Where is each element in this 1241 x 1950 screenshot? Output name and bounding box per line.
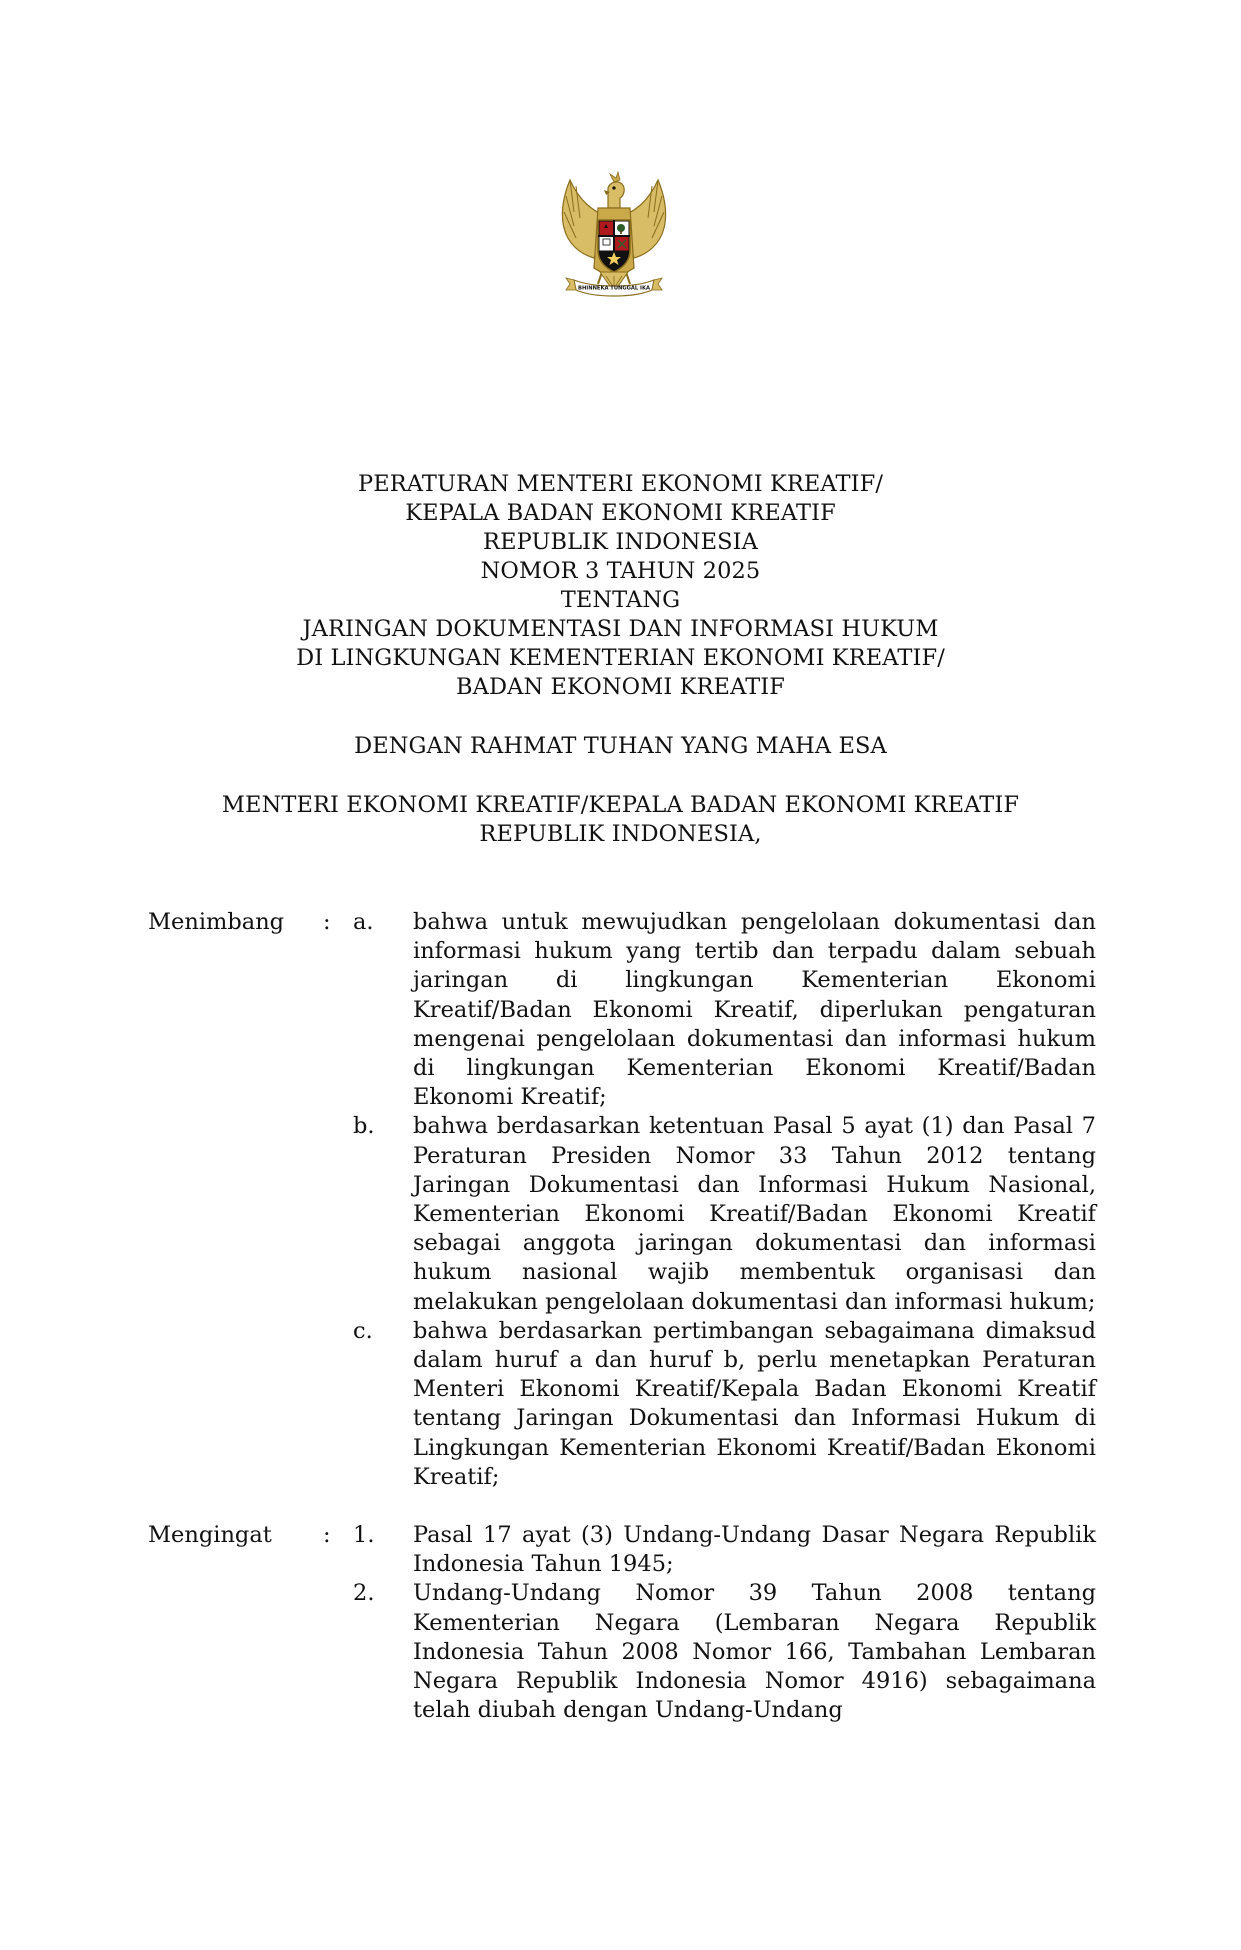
item-text: Undang-Undang Nomor 39 Tahun 2008 tentang Kementerian Negara (Lembaran Negara Republik Indonesia Tahun 2008 Nomor 166, Tambahan Lembaran Negara Republik Indonesia Nomor 4916) sebagaimana telah diubah dengan Undang-Undang: [413, 1580, 1096, 1724]
title-line-2: KEPALA BADAN EKONOMI KREATIF: [405, 500, 836, 526]
regulation-number: NOMOR 3 TAHUN 2025: [480, 558, 761, 584]
item-marker: 1.: [353, 1522, 375, 1549]
menimbang-colon: :: [323, 909, 331, 935]
item-text: Pasal 17 ayat (3) Undang-Undang Dasar Negara Republik Indonesia Tahun 1945;: [413, 1522, 1096, 1578]
menimbang-section: [148, 908, 1096, 1492]
item-marker: 2.: [353, 1580, 375, 1607]
garuda-pancasila-emblem-icon: [540, 168, 688, 316]
authority-line-2: REPUBLIK INDONESIA,: [479, 821, 762, 847]
title-line-1: PERATURAN MENTERI EKONOMI KREATIF/: [357, 471, 884, 497]
subject-line-2: DI LINGKUNGAN KEMENTERIAN EKONOMI KREATIF/: [296, 645, 945, 671]
subject-line-1: JARINGAN DOKUMENTASI DAN INFORMASI HUKUM: [302, 616, 939, 642]
item-text: bahwa berdasarkan ketentuan Pasal 5 ayat (1) dan Pasal 7 Peraturan Presiden Nomor 33 Tahun 2012 tentang Jaringan Dokumentasi dan Informasi Hukum Nasional, Kementerian Ekonomi Kreatif/Badan Ekonomi Kreatif sebagai anggota jaringan dokumentasi dan informasi hukum nasional wajib membentuk organisasi dan melakukan pengelolaan dokumentasi dan informasi hukum;: [413, 1113, 1096, 1315]
menimbang-item-b: [148, 1112, 1096, 1316]
tentang-label: TENTANG: [560, 587, 681, 613]
emblem-motto: BHINNEKA TUNGGAL IKA: [578, 285, 650, 292]
invocation: DENGAN RAHMAT TUHAN YANG MAHA ESA: [354, 733, 887, 759]
item-marker: a.: [353, 909, 374, 935]
menimbang-item-c: [148, 1317, 1096, 1492]
regulation-body: [148, 908, 1096, 1725]
regulation-header: [0, 470, 1241, 849]
title-line-3: REPUBLIK INDONESIA: [483, 529, 758, 555]
mengingat-section: [148, 1521, 1096, 1725]
subject-line-3: BADAN EKONOMI KREATIF: [456, 674, 785, 700]
shield: [598, 220, 630, 272]
item-marker: b.: [353, 1113, 375, 1140]
item-text: bahwa untuk mewujudkan pengelolaan dokumentasi dan informasi hukum yang tertib dan terpadu dalam sebuah jaringan di lingkungan Kementerian Ekonomi Kreatif/Badan Ekonomi Kreatif, diperlukan pengaturan mengenai pengelolaan dokumentasi dan informasi hukum di lingkungan Kementerian Ekonomi Kreatif/Badan Ekonomi Kreatif;: [413, 909, 1096, 1111]
item-marker: c.: [353, 1317, 373, 1344]
mengingat-item-2: [148, 1579, 1096, 1725]
head: [608, 182, 624, 208]
item-text: bahwa berdasarkan pertimbangan sebagaimana dimaksud dalam huruf a dan huruf b, perlu menetapkan Peraturan Menteri Ekonomi Kreatif/Kepala Badan Ekonomi Kreatif tentang Jaringan Dokumentasi dan Informasi Hukum di Lingkungan Kementerian Ekonomi Kreatif/Badan Ekonomi Kreatif;: [413, 1317, 1096, 1490]
mengingat-colon: :: [323, 1522, 331, 1549]
menimbang-label: Menimbang: [148, 909, 285, 935]
authority-line-1: MENTERI EKONOMI KREATIF/KEPALA BADAN EKONOMI KREATIF: [221, 792, 1020, 818]
mengingat-item-1: [148, 1521, 1096, 1579]
mengingat-label: Mengingat: [148, 1522, 272, 1549]
menimbang-item-a: [148, 908, 1096, 1112]
